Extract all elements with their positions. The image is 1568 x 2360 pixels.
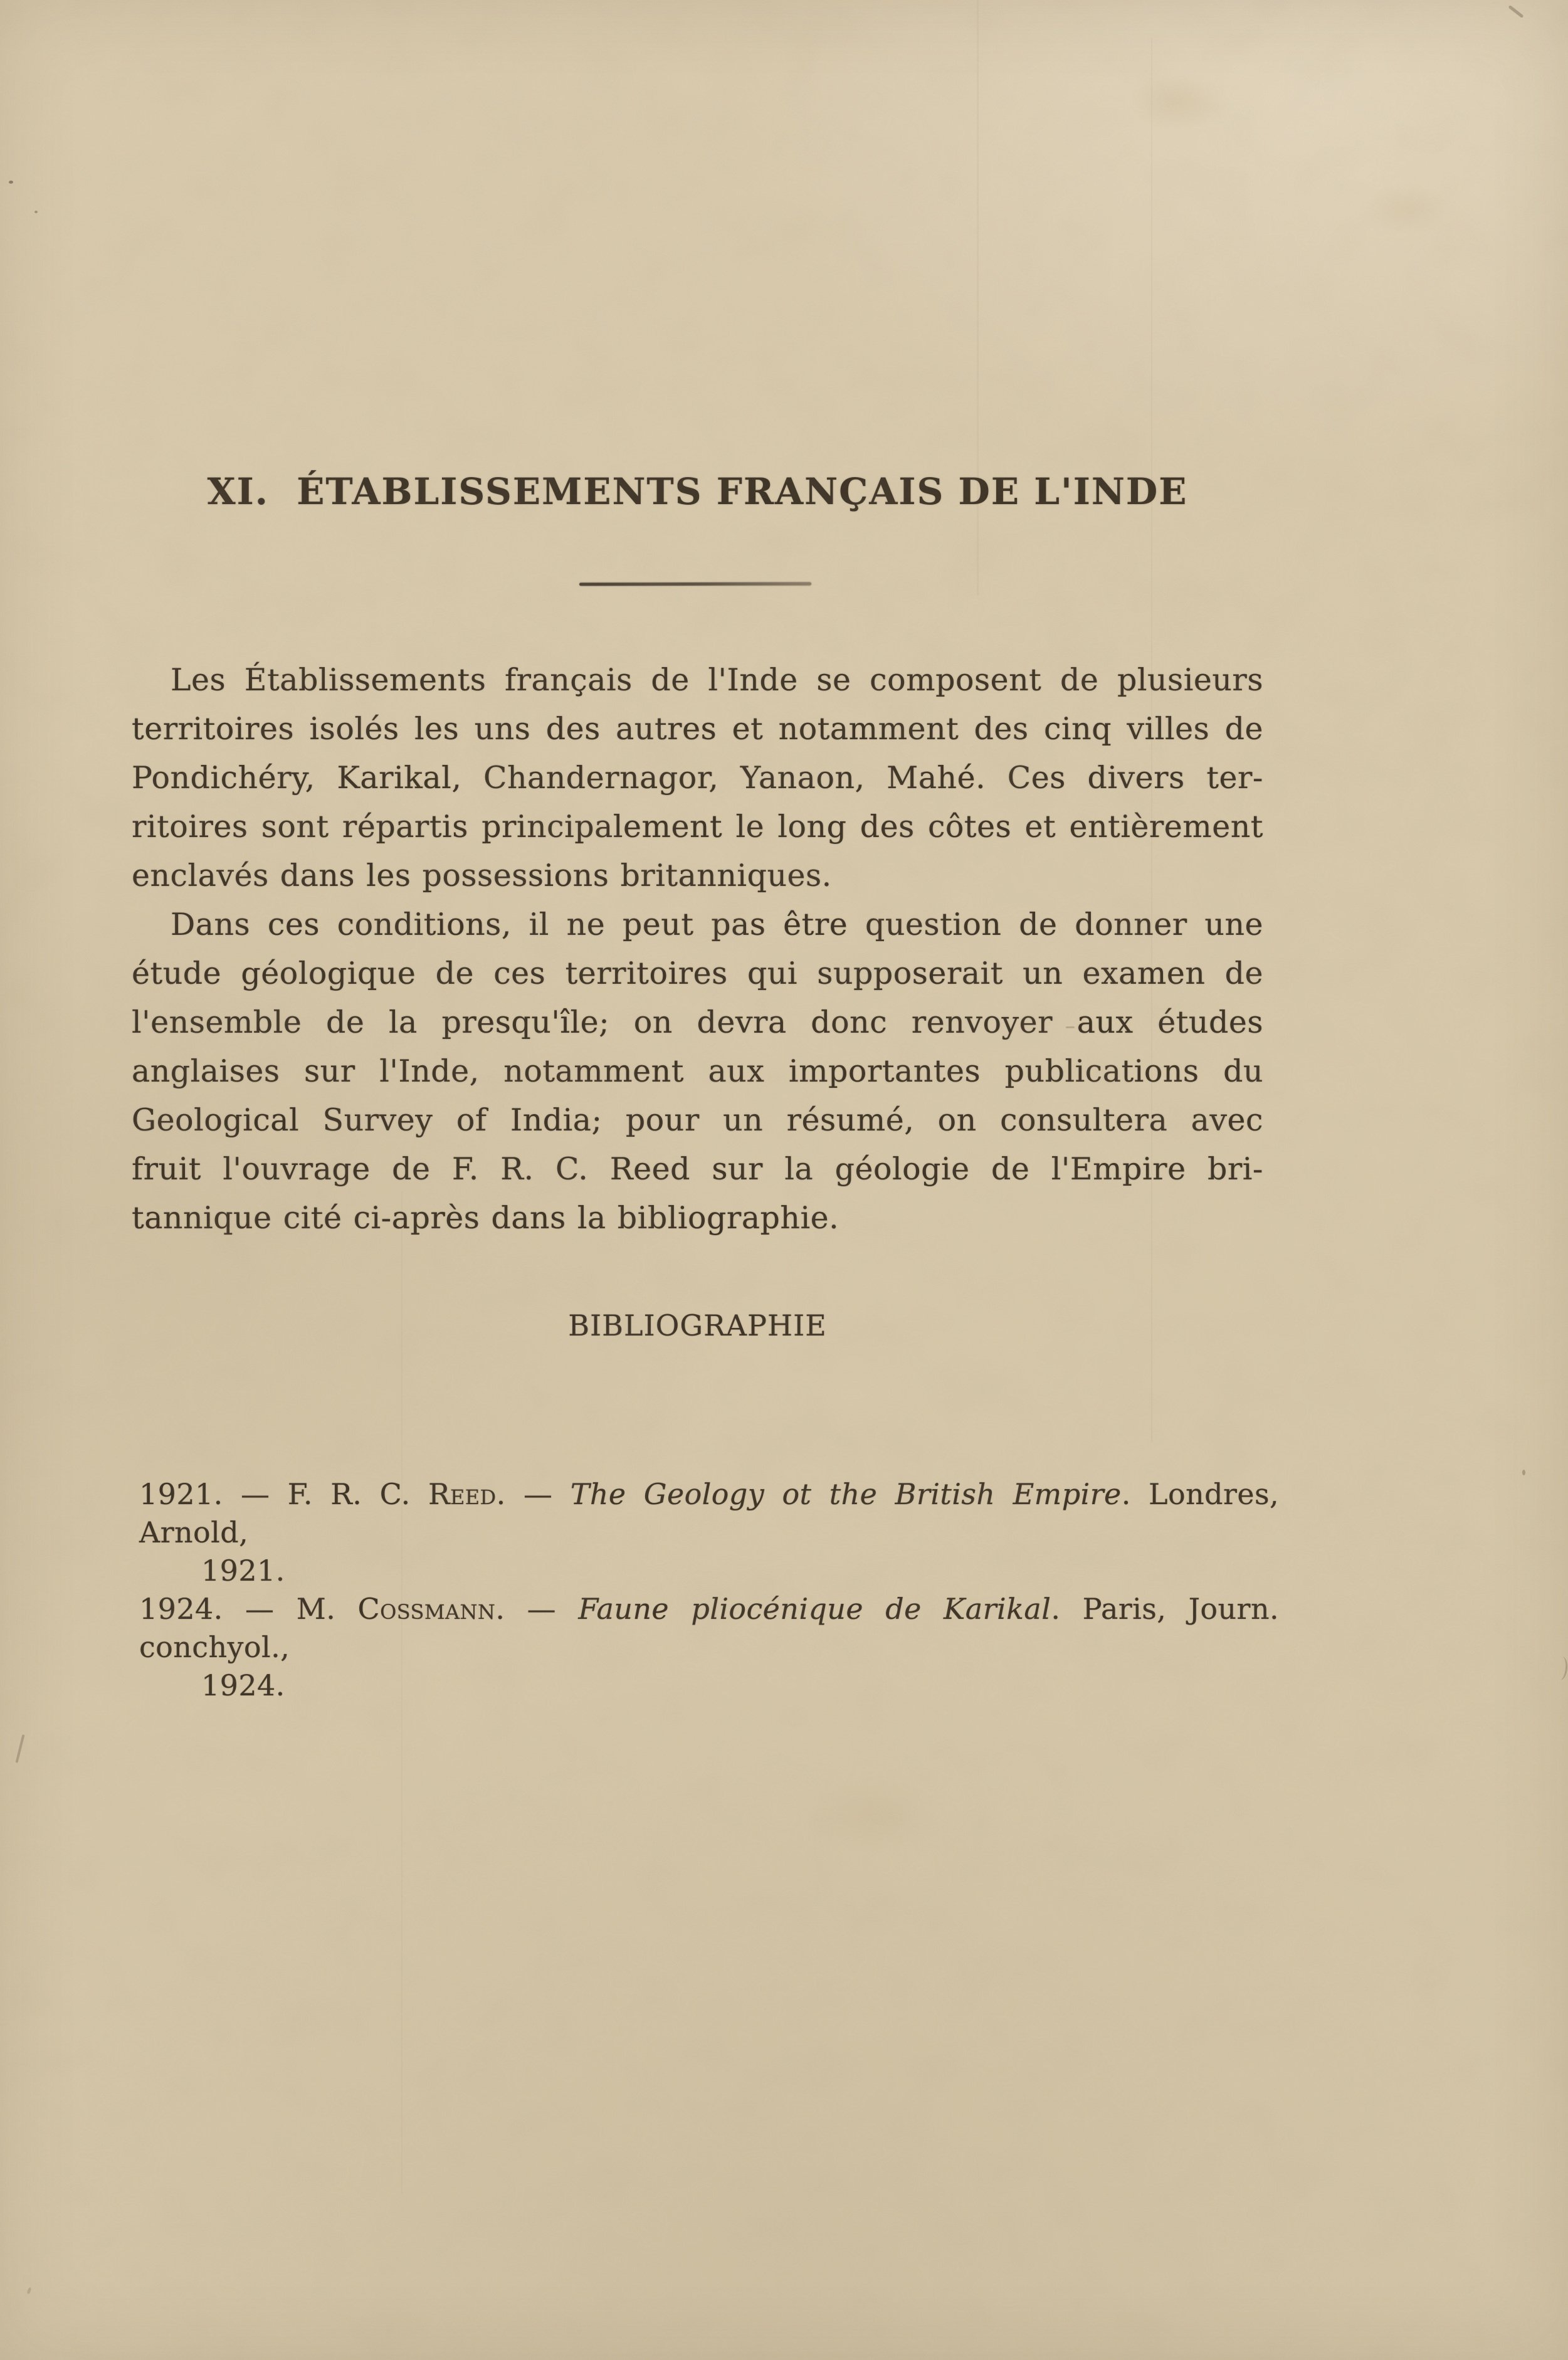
text-line: Geological Survey of India; pour un résumé, on consultera avec (132, 1102, 1263, 1138)
text-line: territoires isolés les uns des autres et notamment des cinq villes de (132, 711, 1263, 747)
bibliography-segment: 1921. — F. R. C. (139, 1477, 428, 1511)
text-line: tannique cité ci-après dans la bibliographie. (132, 1200, 839, 1236)
paragraph-2 (132, 900, 1263, 1243)
paragraph-1 (132, 656, 1263, 900)
text-line: l'ensemble de la presqu'île; on devra donc renvoyer aux études (132, 1004, 1263, 1040)
bibliography-segment: . — (495, 1592, 579, 1626)
bibliography-entry-year: 1921. (201, 1554, 285, 1588)
text-line: enclavés dans les possessions britanniques. (132, 858, 832, 893)
title-rule (579, 582, 811, 586)
paper-speck (34, 211, 38, 213)
paper-speck (1522, 1470, 1525, 1475)
text-line: fruit l'ouvrage de F. R. C. Reed sur la géologie de l'Empire bri- (132, 1151, 1263, 1187)
text-line: Les Établissements français de l'Inde se composent de plusieurs (171, 662, 1263, 698)
bibliography-entry-year: 1924. (201, 1668, 285, 1702)
bibliography-segment: 1924. — M. (139, 1592, 358, 1626)
pen-mark (1555, 1656, 1568, 1681)
text-line: Dans ces conditions, il ne peut pas être question de donner une (171, 907, 1263, 942)
bibliography-segment: Faune pliocénique de Karikal (578, 1592, 1051, 1626)
text-line: étude géologique de ces territoires qui supposerait un examen de (132, 956, 1263, 991)
pen-mark (15, 1734, 24, 1763)
bibliography-segment: Reed (428, 1477, 497, 1511)
body-text (132, 656, 1263, 1243)
paper-stain (1129, 72, 1229, 132)
chapter-title: XI. ÉTABLISSEMENTS FRANÇAIS DE L'INDE (207, 470, 1188, 513)
text-line: ritoires sont répartis principalement le long des côtes et entièrement (132, 809, 1263, 845)
bibliography-heading: BIBLIOGRAPHIE (568, 1309, 827, 1342)
paper-speck (9, 181, 13, 184)
paper-speck (1508, 5, 1523, 18)
bibliography-segment: . Paris, Journ. conchyol., (139, 1592, 1279, 1664)
text-line: anglaises sur l'Inde, notamment aux importantes publications du (132, 1053, 1263, 1089)
paper-stain (1367, 182, 1448, 235)
bibliography-list (139, 1475, 1279, 1705)
bibliography-segment: Cossmann (357, 1592, 496, 1626)
text-line: Pondichéry, Karikal, Chandernagor, Yanaon, Mahé. Ces divers ter- (132, 760, 1263, 796)
bibliography-entry (139, 1590, 1279, 1667)
bibliography-segment: . Londres, Arnold, (139, 1477, 1280, 1549)
paper-stain (802, 1774, 940, 1856)
bibliography-segment: . — (496, 1477, 571, 1511)
bibliography-segment: The Geology ot the British Empire (570, 1477, 1122, 1511)
paper-speck (26, 2287, 31, 2294)
bibliography-entry (139, 1475, 1279, 1552)
